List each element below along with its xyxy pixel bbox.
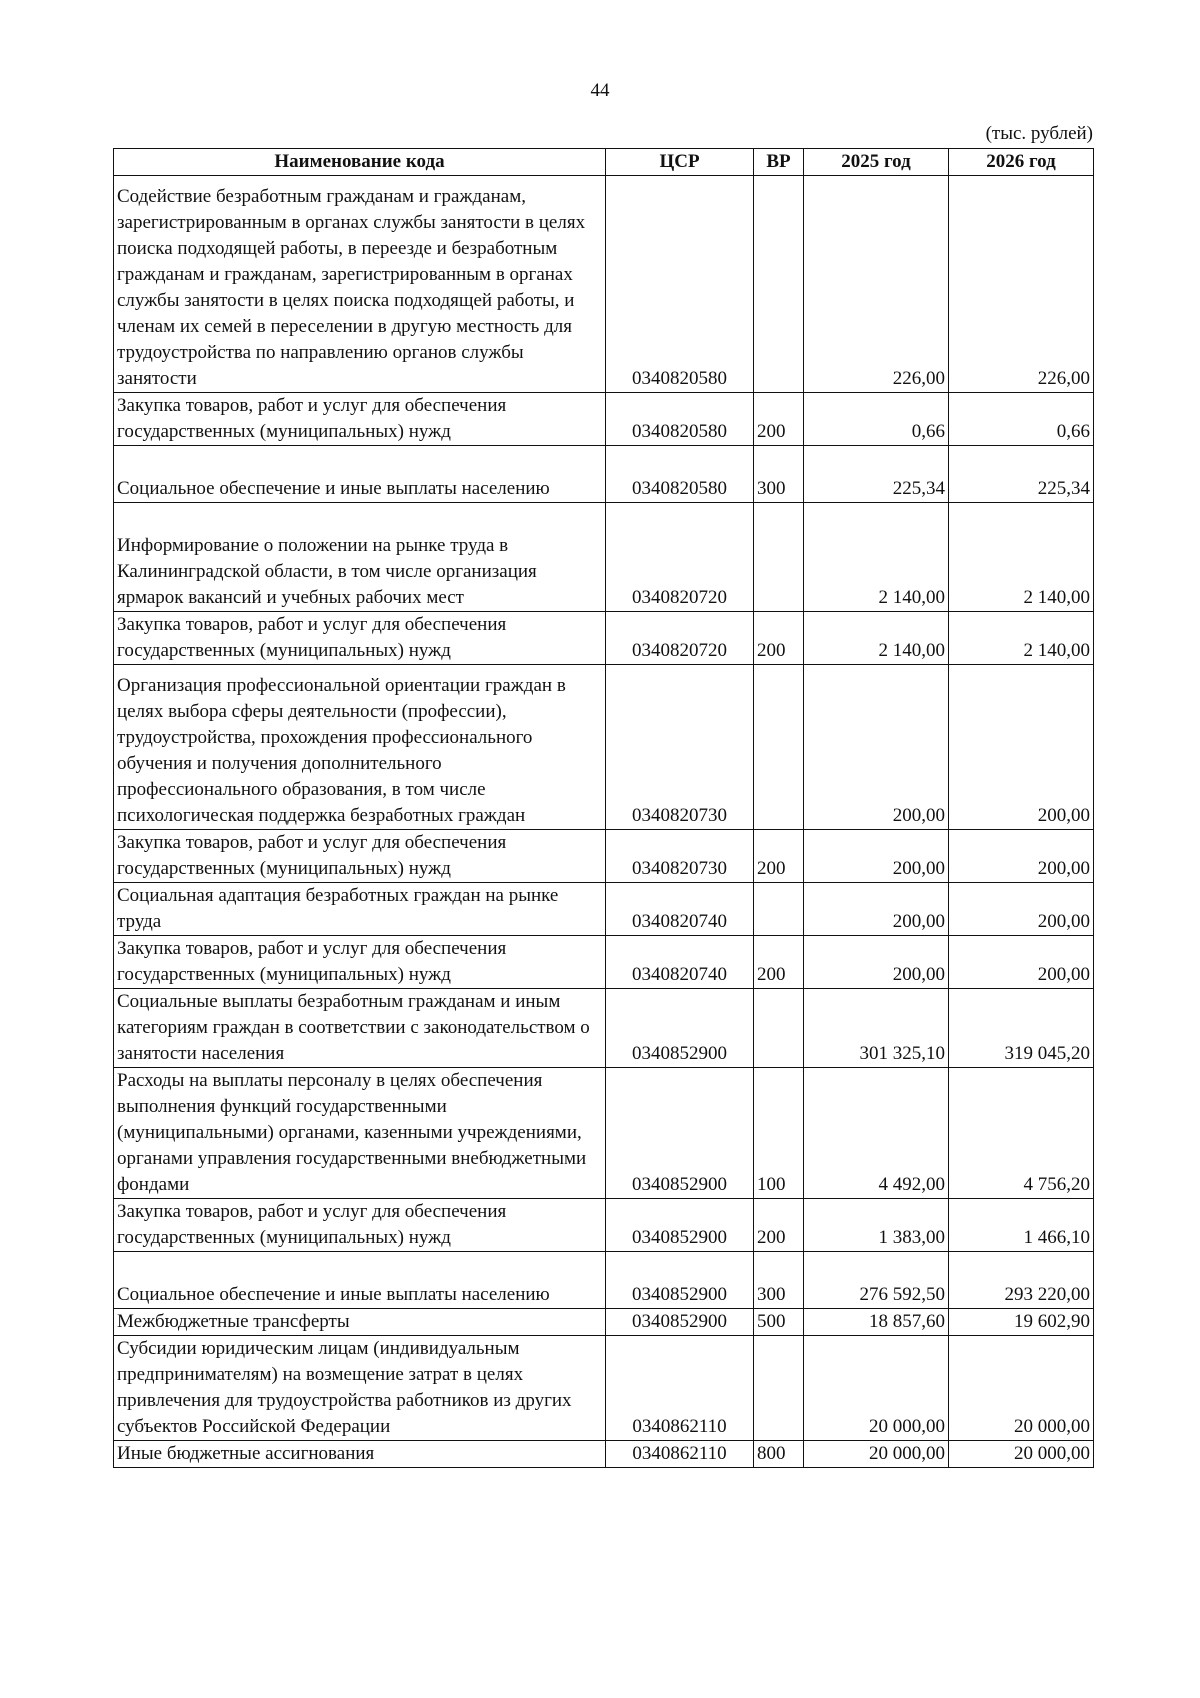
row-2026: 20 000,00 [949, 1441, 1094, 1468]
row-2025: 2 140,00 [804, 503, 949, 612]
row-2026: 0,66 [949, 393, 1094, 446]
row-2025: 0,66 [804, 393, 949, 446]
table-row [114, 176, 1094, 393]
row-2025: 20 000,00 [804, 1336, 949, 1441]
row-vr: 100 [754, 1068, 804, 1199]
row-2026: 293 220,00 [949, 1252, 1094, 1309]
row-name: Иные бюджетные ассигнования [114, 1441, 606, 1468]
row-2026: 225,34 [949, 446, 1094, 503]
row-vr: 800 [754, 1441, 804, 1468]
row-csr: 0340820720 [606, 503, 754, 612]
row-csr: 0340852900 [606, 1252, 754, 1309]
row-csr: 0340820740 [606, 883, 754, 936]
page-number: 44 [590, 80, 610, 101]
row-2025: 200,00 [804, 665, 949, 830]
row-name: Межбюджетные трансферты [114, 1309, 606, 1336]
row-vr [754, 989, 804, 1068]
row-2026: 200,00 [949, 830, 1094, 883]
row-2025: 301 325,10 [804, 989, 949, 1068]
table-row [114, 1068, 1094, 1199]
table-row [114, 446, 1094, 503]
row-2025: 1 383,00 [804, 1199, 949, 1252]
row-name: Организация профессиональной ориентации граждан в целях выбора сферы деятельности (профессии), трудоустройства, прохождения профессионального обучения и получения дополнительного профессионального образования, в том числе психологическая поддержка безработных граждан [114, 665, 606, 830]
row-2026: 20 000,00 [949, 1336, 1094, 1441]
table-row [114, 1252, 1094, 1309]
row-name: Закупка товаров, работ и услуг для обеспечения государственных (муниципальных) нужд [114, 830, 606, 883]
row-csr: 0340820580 [606, 446, 754, 503]
row-vr: 200 [754, 830, 804, 883]
row-vr: 200 [754, 612, 804, 665]
row-name: Социальное обеспечение и иные выплаты населению [114, 446, 606, 503]
row-vr: 300 [754, 1252, 804, 1309]
table-row [114, 1441, 1094, 1468]
units-label: (тыс. рублей) [985, 123, 1093, 144]
row-name: Закупка товаров, работ и услуг для обеспечения государственных (муниципальных) нужд [114, 612, 606, 665]
table-row [114, 1336, 1094, 1441]
table-row [114, 883, 1094, 936]
row-csr: 0340852900 [606, 1309, 754, 1336]
row-2025: 200,00 [804, 936, 949, 989]
header-vr: ВР [754, 149, 804, 176]
row-name: Закупка товаров, работ и услуг для обеспечения государственных (муниципальных) нужд [114, 1199, 606, 1252]
row-name: Информирование о положении на рынке труда в Калининградской области, в том числе организация ярмарок вакансий и учебных рабочих мест [114, 503, 606, 612]
row-2026: 4 756,20 [949, 1068, 1094, 1199]
row-csr: 0340820580 [606, 393, 754, 446]
table-row [114, 936, 1094, 989]
row-vr [754, 1336, 804, 1441]
row-csr: 0340820720 [606, 612, 754, 665]
table-row [114, 830, 1094, 883]
row-2025: 18 857,60 [804, 1309, 949, 1336]
row-csr: 0340862110 [606, 1336, 754, 1441]
row-vr [754, 176, 804, 393]
table-row [114, 665, 1094, 830]
row-name: Социальная адаптация безработных граждан на рынке труда [114, 883, 606, 936]
row-csr: 0340852900 [606, 1199, 754, 1252]
row-vr: 200 [754, 936, 804, 989]
row-name: Содействие безработным гражданам и гражданам, зарегистрированным в органах службы занятости в целях поиска подходящей работы, в переезде и безработным гражданам и гражданам, зарегистрированным в органах службы занятости в целях поиска подходящей работы, и членам их семей в переселении в другую местность для трудоустройства по направлению органов службы занятости [114, 176, 606, 393]
row-2026: 319 045,20 [949, 989, 1094, 1068]
row-csr: 0340820740 [606, 936, 754, 989]
row-2026: 2 140,00 [949, 503, 1094, 612]
table-row [114, 503, 1094, 612]
row-2026: 226,00 [949, 176, 1094, 393]
row-vr [754, 883, 804, 936]
header-name: Наименование кода [114, 149, 606, 176]
row-2025: 200,00 [804, 830, 949, 883]
row-csr: 0340852900 [606, 1068, 754, 1199]
row-2025: 2 140,00 [804, 612, 949, 665]
table-row [114, 989, 1094, 1068]
row-2025: 20 000,00 [804, 1441, 949, 1468]
row-csr: 0340820730 [606, 665, 754, 830]
row-vr: 500 [754, 1309, 804, 1336]
row-vr [754, 665, 804, 830]
row-2026: 200,00 [949, 883, 1094, 936]
table-row [114, 393, 1094, 446]
row-2026: 200,00 [949, 936, 1094, 989]
header-2025: 2025 год [804, 149, 949, 176]
row-2026: 1 466,10 [949, 1199, 1094, 1252]
row-name: Закупка товаров, работ и услуг для обеспечения государственных (муниципальных) нужд [114, 936, 606, 989]
row-csr: 0340820730 [606, 830, 754, 883]
row-csr: 0340820580 [606, 176, 754, 393]
row-2026: 19 602,90 [949, 1309, 1094, 1336]
row-2025: 276 592,50 [804, 1252, 949, 1309]
row-name: Закупка товаров, работ и услуг для обеспечения государственных (муниципальных) нужд [114, 393, 606, 446]
table-row [114, 1309, 1094, 1336]
row-vr: 300 [754, 446, 804, 503]
row-2025: 200,00 [804, 883, 949, 936]
row-2025: 4 492,00 [804, 1068, 949, 1199]
row-vr: 200 [754, 1199, 804, 1252]
table-row [114, 1199, 1094, 1252]
row-2025: 226,00 [804, 176, 949, 393]
row-csr: 0340862110 [606, 1441, 754, 1468]
row-vr: 200 [754, 393, 804, 446]
row-2026: 200,00 [949, 665, 1094, 830]
row-name: Субсидии юридическим лицам (индивидуальным предпринимателям) на возмещение затрат в целях привлечения для трудоустройства работников из других субъектов Российской Федерации [114, 1336, 606, 1441]
budget-table [113, 148, 1094, 1468]
row-2026: 2 140,00 [949, 612, 1094, 665]
row-2025: 225,34 [804, 446, 949, 503]
table-header-row [114, 149, 1094, 176]
row-csr: 0340852900 [606, 989, 754, 1068]
row-name: Социальное обеспечение и иные выплаты населению [114, 1252, 606, 1309]
header-csr: ЦСР [606, 149, 754, 176]
row-name: Социальные выплаты безработным гражданам и иным категориям граждан в соответствии с законодательством о занятости населения [114, 989, 606, 1068]
header-2026: 2026 год [949, 149, 1094, 176]
row-name: Расходы на выплаты персоналу в целях обеспечения выполнения функций государственными (муниципальными) органами, казенными учреждениями, органами управления государственными внебюджетными фондами [114, 1068, 606, 1199]
table-row [114, 612, 1094, 665]
row-vr [754, 503, 804, 612]
